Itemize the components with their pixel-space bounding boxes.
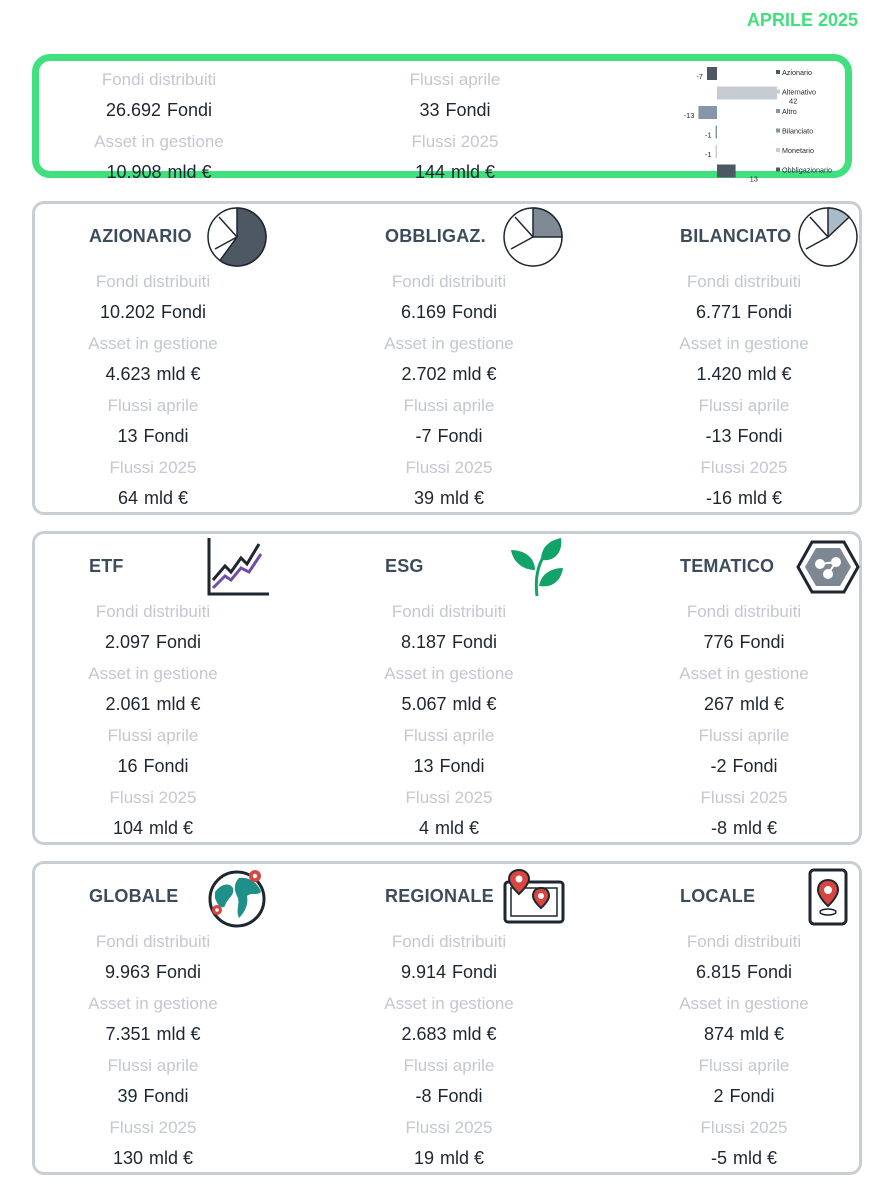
category-etf	[35, 534, 295, 842]
asset-value: 7.351 mld €	[105, 1024, 201, 1044]
asset-label: Asset in gestione	[384, 334, 514, 353]
legend-swatch	[776, 70, 780, 74]
fondi-label: Fondi distribuiti	[391, 602, 507, 621]
flussi-mese-label: Flussi aprile	[107, 726, 199, 745]
flussi-anno-label: Flussi 2025	[405, 1118, 493, 1137]
flow-bar-altro	[698, 106, 717, 119]
asset-value: 2.683 mld €	[401, 1024, 497, 1044]
summary-fondi-value: 26.692 Fondi	[105, 100, 213, 120]
flow-bar-value-label: -1	[704, 130, 712, 140]
asset-label: Asset in gestione	[88, 994, 218, 1013]
summary-flussi-anno-value: 144 mld €	[414, 162, 496, 182]
summary-flussi-anno-label: Flussi 2025	[411, 132, 499, 151]
category-title: OBBLIGAZ.	[385, 226, 486, 246]
asset-label: Asset in gestione	[679, 994, 809, 1013]
flussi-mese-value: 16 Fondi	[117, 756, 189, 776]
flow-bar-value-label: -13	[683, 111, 695, 120]
flow-bar-monetario	[716, 145, 717, 158]
fondi-label: Fondi distribuiti	[391, 272, 507, 291]
flussi-anno-label: Flussi 2025	[109, 1118, 197, 1137]
summary-asset-label: Asset in gestione	[94, 132, 224, 151]
summary-fondi-label: Fondi distribuiti	[101, 70, 217, 89]
category-regionale	[331, 864, 591, 1172]
category-obbligaz	[331, 204, 591, 512]
category-metrics	[626, 266, 862, 514]
flow-bar-value-label: 42	[789, 96, 798, 106]
flussi-mese-label: Flussi aprile	[403, 726, 495, 745]
category-card	[32, 531, 862, 845]
flow-bar-value-label: 13	[749, 174, 758, 184]
category-bilanciato	[626, 204, 886, 512]
legend-swatch	[776, 168, 780, 172]
fondi-value: 6.771 Fondi	[695, 302, 793, 322]
legend-entry: Altro	[782, 107, 797, 116]
fondi-value: 9.914 Fondi	[400, 962, 498, 982]
category-locale	[626, 864, 886, 1172]
asset-value: 1.420 mld €	[696, 364, 792, 384]
category-metrics	[35, 596, 271, 844]
flussi-mese-label: Flussi aprile	[698, 726, 790, 745]
fondi-label: Fondi distribuiti	[95, 932, 211, 951]
category-azionario	[35, 204, 295, 512]
asset-value: 5.067 mld €	[401, 694, 497, 714]
fondi-value: 776 Fondi	[703, 632, 785, 652]
asset-label: Asset in gestione	[88, 334, 218, 353]
leaf-icon	[501, 536, 567, 598]
fondi-value: 2.097 Fondi	[104, 632, 202, 652]
flussi-anno-label: Flussi 2025	[700, 788, 788, 807]
legend-swatch	[776, 90, 780, 94]
asset-value: 874 mld €	[703, 1024, 785, 1044]
asset-label: Asset in gestione	[679, 334, 809, 353]
flussi-anno-label: Flussi 2025	[700, 1118, 788, 1137]
asset-label: Asset in gestione	[384, 664, 514, 683]
flussi-mese-value: 39 Fondi	[117, 1086, 189, 1106]
category-metrics	[331, 926, 567, 1174]
flows-bar-chart	[661, 63, 851, 184]
category-card	[32, 201, 862, 515]
location-pin-icon	[796, 866, 862, 928]
category-metrics	[626, 926, 862, 1174]
fondi-value: 6.815 Fondi	[695, 962, 793, 982]
category-esg	[331, 534, 591, 842]
flussi-mese-value: -13 Fondi	[705, 426, 783, 446]
flussi-mese-label: Flussi aprile	[403, 396, 495, 415]
summary-flussi-mese-label: Flussi aprile	[409, 70, 501, 89]
legend-swatch	[776, 148, 780, 152]
theme-hexagon-icon	[796, 536, 862, 598]
legend-entry: Azionario	[782, 68, 812, 77]
fondi-value: 6.169 Fondi	[400, 302, 498, 322]
flussi-mese-label: Flussi aprile	[403, 1056, 495, 1075]
category-metrics	[331, 596, 567, 844]
flussi-mese-label: Flussi aprile	[107, 396, 199, 415]
map-pin-icon	[501, 866, 567, 928]
line-chart-icon	[205, 536, 271, 598]
category-card	[32, 861, 862, 1175]
pie-bilanciato-icon	[796, 206, 862, 268]
flussi-anno-label: Flussi 2025	[109, 458, 197, 477]
report-date: APRILE 2025	[746, 10, 858, 30]
category-title: LOCALE	[680, 886, 756, 906]
flow-bar-value-label: -7	[696, 72, 703, 81]
flussi-mese-value: 13 Fondi	[413, 756, 485, 776]
category-title: AZIONARIO	[89, 226, 192, 246]
category-metrics	[35, 266, 271, 514]
flussi-anno-label: Flussi 2025	[405, 458, 493, 477]
flussi-anno-label: Flussi 2025	[405, 788, 493, 807]
flow-bar-bilanciato	[716, 126, 717, 139]
flussi-anno-value: 64 mld €	[117, 488, 189, 508]
category-title: ETF	[89, 556, 124, 576]
category-title: REGIONALE	[385, 886, 494, 906]
fondi-label: Fondi distribuiti	[95, 602, 211, 621]
flussi-mese-value: 2 Fondi	[713, 1086, 775, 1106]
flow-bar-azionario	[707, 67, 717, 80]
flussi-mese-label: Flussi aprile	[698, 1056, 790, 1075]
category-title: ESG	[385, 556, 424, 576]
asset-value: 2.061 mld €	[105, 694, 201, 714]
flussi-anno-value: -5 mld €	[710, 1148, 778, 1168]
category-metrics	[331, 266, 567, 514]
flussi-anno-value: 19 mld €	[413, 1148, 485, 1168]
summary-column-flows	[335, 64, 575, 188]
flow-bar-obbligazionario	[717, 165, 736, 178]
flussi-anno-value: 104 mld €	[112, 818, 194, 838]
flussi-mese-value: -2 Fondi	[710, 756, 778, 776]
legend-entry: Monetario	[782, 146, 814, 155]
asset-label: Asset in gestione	[679, 664, 809, 683]
legend-entry: Alternativo	[782, 87, 816, 97]
asset-value: 2.702 mld €	[401, 364, 497, 384]
legend-entry: Obbligazionario	[782, 165, 832, 175]
category-metrics	[626, 596, 862, 844]
flussi-anno-value: 4 mld €	[418, 818, 480, 838]
flussi-anno-label: Flussi 2025	[109, 788, 197, 807]
summary-asset-value: 10.908 mld €	[106, 162, 212, 182]
flussi-mese-label: Flussi aprile	[107, 1056, 199, 1075]
legend-entry: Bilanciato	[782, 126, 814, 136]
category-tematico	[626, 534, 886, 842]
fondi-value: 9.963 Fondi	[104, 962, 202, 982]
category-globale	[35, 864, 295, 1172]
fondi-label: Fondi distribuiti	[686, 602, 802, 621]
fondi-value: 8.187 Fondi	[400, 632, 498, 652]
flow-bar-alternativo	[717, 87, 777, 100]
category-metrics	[35, 926, 271, 1174]
fondi-label: Fondi distribuiti	[95, 272, 211, 291]
summary-panel	[32, 54, 852, 184]
fondi-label: Fondi distribuiti	[686, 932, 802, 951]
flussi-mese-value: -7 Fondi	[415, 426, 483, 446]
flussi-anno-label: Flussi 2025	[700, 458, 788, 477]
flussi-mese-label: Flussi aprile	[698, 396, 790, 415]
legend-swatch	[776, 129, 780, 133]
flussi-anno-value: -8 mld €	[710, 818, 778, 838]
flussi-anno-value: 130 mld €	[112, 1148, 194, 1168]
flussi-anno-value: 39 mld €	[413, 488, 485, 508]
summary-column-totals	[39, 64, 279, 188]
pie-azionario-icon	[205, 206, 271, 268]
legend-swatch	[776, 109, 780, 113]
asset-value: 267 mld €	[703, 694, 785, 714]
flow-bar-value-label: -1	[704, 150, 712, 159]
fondi-value: 10.202 Fondi	[99, 302, 207, 322]
globe-icon	[205, 866, 271, 928]
fondi-label: Fondi distribuiti	[391, 932, 507, 951]
summary-flussi-mese-value: 33 Fondi	[419, 100, 491, 120]
flussi-mese-value: 13 Fondi	[117, 426, 189, 446]
asset-label: Asset in gestione	[384, 994, 514, 1013]
category-title: BILANCIATO	[680, 226, 792, 246]
category-title: TEMATICO	[680, 556, 775, 576]
flussi-mese-value: -8 Fondi	[415, 1086, 483, 1106]
asset-value: 4.623 mld €	[105, 364, 201, 384]
category-title: GLOBALE	[89, 886, 179, 906]
asset-label: Asset in gestione	[88, 664, 218, 683]
flussi-anno-value: -16 mld €	[705, 488, 783, 508]
fondi-label: Fondi distribuiti	[686, 272, 802, 291]
pie-obbligazionario-icon	[501, 206, 567, 268]
